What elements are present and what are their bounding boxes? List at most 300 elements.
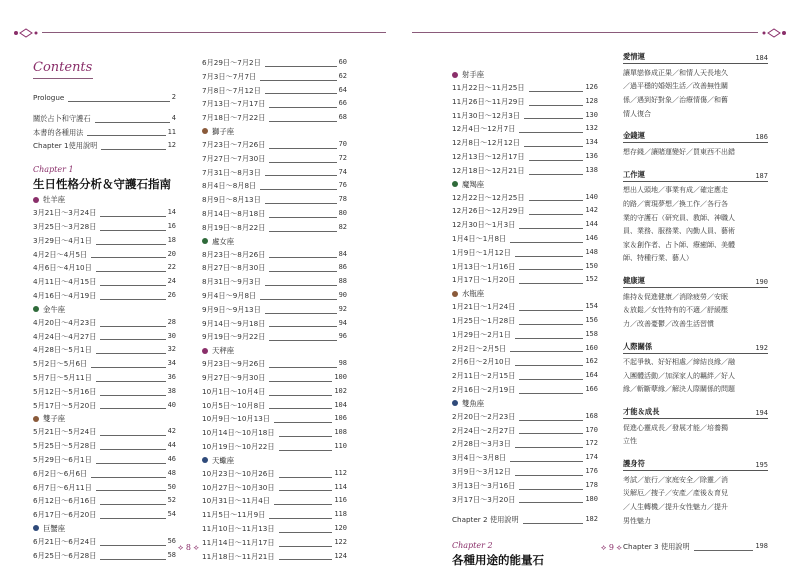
leader-line (265, 203, 337, 204)
toc-entry[interactable]: 4月28日～5月1日 32 (33, 343, 176, 357)
toc-entry[interactable]: 8月4日～8月8日 76 (202, 179, 347, 193)
page-ref: 96 (338, 332, 347, 341)
toc-entry[interactable]: 10月27日～10月30日 114 (202, 481, 347, 495)
category-description: 考試／旅行／家庭安全／除靈／消 災解厄／捜子／安產／產後＆育兒 ／人生轉機／提升女性魅力／提升 男性魅力 (623, 475, 728, 525)
category-block (623, 166, 768, 266)
page-ref: 110 (334, 441, 347, 450)
category-entry[interactable]: 人際關係 192 (623, 341, 768, 352)
leader-line (274, 422, 332, 423)
toc-entry[interactable]: 8月23日～8月26日 84 (202, 248, 347, 262)
leader-line (269, 271, 336, 272)
leader-line (529, 174, 584, 175)
bullet-icon (33, 416, 39, 422)
page-ref: 166 (585, 384, 598, 393)
toc-entry[interactable]: 12月8日～12月12日 134 (452, 136, 598, 150)
toc-entry[interactable]: 7月3日～7月7日 62 (202, 70, 347, 84)
bullet-icon (202, 128, 208, 134)
page-ref: 140 (585, 192, 598, 201)
toc-entry[interactable]: 12月4日～12月7日 132 (452, 122, 598, 136)
leader-line (91, 477, 165, 478)
page-ref: 60 (338, 58, 347, 66)
page-ref: 118 (334, 510, 347, 519)
leader-line (91, 257, 165, 258)
leader-line (269, 107, 336, 108)
chapter-1-title: 生日性格分析＆守護石指南 (33, 177, 171, 192)
toc-entry[interactable]: 5月12日～5月16日 38 (33, 385, 176, 399)
toc-entry[interactable]: 11月22日～11月25日 126 (452, 81, 598, 95)
bullet-icon (202, 348, 208, 354)
zodiac-section-header: 天蠍座 (202, 454, 347, 467)
leader-line (96, 490, 166, 491)
bullet-icon (202, 238, 208, 244)
page-ref: 178 (585, 480, 598, 489)
page-ref: 32 (167, 345, 176, 354)
page-ref: 122 (334, 537, 347, 546)
leader-line (524, 118, 583, 119)
page-ref: 168 (585, 411, 598, 420)
toc-entry[interactable]: 3月13日～3月16日 178 (452, 479, 598, 493)
toc-entry[interactable]: 9月14日～9月18日 94 (202, 317, 347, 331)
toc-entry[interactable]: 1月9日～1月12日 148 (452, 246, 598, 260)
page-ref: 128 (585, 96, 598, 105)
toc-entry[interactable]: 7月31日～8月3日 74 (202, 166, 347, 180)
toc-entry[interactable]: 2月11日～2月15日 164 (452, 369, 598, 383)
bullet-icon (202, 457, 208, 463)
page-ref: 164 (585, 371, 598, 380)
zodiac-section-header: 魔羯座 (452, 178, 598, 191)
leader-line (269, 395, 332, 396)
category-rule (623, 63, 768, 64)
leader-line (269, 257, 336, 258)
page-ref: 134 (585, 138, 598, 147)
leader-line (519, 310, 583, 311)
toc-entry[interactable]: 2月16日～2月19日 166 (452, 383, 598, 397)
zodiac-section-header: 金牛座 (33, 303, 176, 316)
toc-entry[interactable]: 3月29日～4月1日 18 (33, 234, 176, 248)
page-ref: 58 (167, 550, 176, 559)
page-ref: 94 (338, 318, 347, 327)
category-entry[interactable]: 才能＆成長 194 (623, 407, 768, 418)
toc-entry[interactable]: Chapter 1使用說明 12 (33, 139, 176, 153)
toc-entry[interactable]: 9月19日～9月22日 96 (202, 330, 347, 344)
page-ref: 116 (334, 496, 347, 505)
leader-line (96, 244, 166, 245)
leader-line (519, 132, 583, 133)
toc-entry[interactable]: 8月27日～8月30日 86 (202, 261, 347, 275)
leader-line (269, 217, 336, 218)
category-entry[interactable]: 愛情運 184 (623, 52, 768, 62)
page-ref: 54 (167, 510, 176, 519)
toc-entry[interactable]: 8月31日～9月3日 88 (202, 275, 347, 289)
page-ref: 66 (338, 99, 347, 108)
leader-line (279, 532, 333, 533)
ornament-left-icon (10, 26, 40, 40)
leader-line (96, 463, 166, 464)
page-ref: 50 (167, 482, 176, 491)
leader-line (529, 160, 584, 161)
page-ref: 22 (167, 263, 176, 272)
toc-entry[interactable]: 6月25日～6月28日 58 (33, 549, 176, 563)
leader-line (529, 91, 584, 92)
page-ref: 180 (585, 494, 598, 503)
toc-entry[interactable]: 10月5日～10月8日 104 (202, 399, 347, 413)
toc-entry-chapter-3[interactable]: Chapter 3 使用說明 198 (623, 542, 768, 552)
toc-entry[interactable]: 10月23日～10月26日 112 (202, 467, 347, 481)
spacer (452, 506, 598, 513)
page-ref: 136 (585, 151, 598, 160)
zodiac-section-header: 獅子座 (202, 125, 347, 138)
zodiac-section-header: 天秤座 (202, 344, 347, 357)
leader-line (96, 271, 166, 272)
bullet-icon (33, 197, 39, 203)
leader-line (269, 367, 336, 368)
page-ref: 56 (167, 536, 176, 545)
toc-entry[interactable]: 6月17日～6月20日 54 (33, 508, 176, 522)
toc-entry[interactable]: 3月25日～3月28日 16 (33, 220, 176, 234)
bullet-icon (452, 72, 458, 78)
leader-line (515, 475, 584, 476)
category-rule (623, 181, 768, 182)
leader-line (101, 149, 165, 150)
toc-entry[interactable]: 5月29日～6月1日 46 (33, 453, 176, 467)
toc-column-2 (202, 56, 347, 563)
leader-line (529, 105, 584, 106)
toc-entry[interactable]: 7月23日～7月26日 70 (202, 138, 347, 152)
toc-entry[interactable]: 7月13日～7月17日 66 (202, 97, 347, 111)
toc-entry[interactable]: 1月29日～2月1日 158 (452, 328, 598, 342)
toc-entry[interactable]: 12月18日～12月21日 138 (452, 164, 598, 178)
leader-line (510, 351, 583, 352)
leader-line (260, 299, 336, 300)
page-ref: 146 (585, 233, 598, 242)
toc-entry[interactable]: 關於占卜和守護石 4 (33, 112, 176, 126)
toc-entry[interactable]: 2月6日～2月10日 162 (452, 355, 598, 369)
toc-entry[interactable]: 6月2日～6月6日 48 (33, 467, 176, 481)
leader-line (515, 338, 584, 339)
category-description: 不起爭執、好好相處／締結良緣／融 入團體活動／加深家人的羈絆／好人 緣／斬斷孽緣／解決人際關係的問題 (623, 358, 735, 394)
toc-column-4 (623, 42, 768, 554)
page-ref: 62 (338, 71, 347, 80)
toc-entry[interactable]: 11月26日～11月29日 128 (452, 95, 598, 109)
toc-entry[interactable]: 8月14日～8月18日 80 (202, 207, 347, 221)
page-ref: 4 (171, 113, 176, 122)
leader-line (100, 504, 165, 505)
toc-entry[interactable]: 4月6日～4月10日 22 (33, 261, 176, 275)
toc-entry[interactable]: 5月25日～5月28日 44 (33, 439, 176, 453)
toc-entry[interactable]: 12月22日～12月25日 140 (452, 191, 598, 205)
toc-entry[interactable]: 1月13日～1月16日 150 (452, 260, 598, 274)
leader-line (269, 518, 332, 519)
toc-entry[interactable]: 4月20日～4月23日 28 (33, 316, 176, 330)
spacer (33, 105, 176, 112)
toc-entry[interactable]: 9月27日～9月30日 100 (202, 371, 347, 385)
page-ref: 148 (585, 247, 598, 256)
page-ref: 100 (334, 372, 347, 381)
toc-entry[interactable]: 11月14日～11月17日 122 (202, 536, 347, 550)
page-ref: 112 (334, 468, 347, 477)
toc-entry[interactable]: 11月30日～12月3日 130 (452, 109, 598, 123)
page-ref: 64 (338, 85, 347, 94)
page-ref: 120 (334, 523, 347, 532)
toc-entry[interactable]: 3月17日～3月20日 180 (452, 493, 598, 507)
toc-entry[interactable]: 12月13日～12月17日 136 (452, 150, 598, 164)
leader-line (95, 122, 170, 123)
category-description: 想出人頭地／事業有成／確定應走 的路／實現夢想／換工作／各行各 業的守護石（研究員、教師、神職人 員、業務、服務業、內勤人員、藝術 家＆創作者、占卜師、療癒師、美體 師、特種行業、藝人） (623, 186, 735, 263)
page-ref: 28 (167, 317, 176, 326)
category-description: 讓單戀修成正果／和情人天長地久 ／過平穩的婚姻生活／改善無性關 係／遇到好對象／治療情傷／和舊 情人復合 (623, 68, 728, 118)
category-block (623, 272, 768, 332)
page-ref: 36 (167, 372, 176, 381)
category-description: 想存錢／讓賭運變好／買東西不出錯 (623, 147, 735, 156)
toc-entry[interactable]: 5月7日～5月11日 36 (33, 371, 176, 385)
page-ref: 18 (167, 235, 176, 244)
page-ref: 68 (338, 113, 347, 122)
toc-entry[interactable]: 3月9日～3月12日 176 (452, 465, 598, 479)
leader-line (523, 523, 584, 524)
page-ref: 46 (167, 454, 176, 463)
page-ref: 102 (334, 386, 347, 395)
toc-entry[interactable]: 7月8日～7月12日 64 (202, 84, 347, 98)
toc-entry[interactable]: 1月21日～1月24日 154 (452, 300, 598, 314)
category-block (623, 455, 768, 528)
page-ref: 86 (338, 263, 347, 272)
toc-entry[interactable]: 12月26日～12月29日 142 (452, 204, 598, 218)
leader-line (265, 285, 337, 286)
toc-entry[interactable]: 1月4日～1月8日 146 (452, 232, 598, 246)
leader-line (100, 299, 165, 300)
toc-entry[interactable]: 2月20日～2月23日 168 (452, 410, 598, 424)
page-ref: 160 (585, 343, 598, 352)
leader-line (100, 326, 165, 327)
leader-line (265, 66, 337, 67)
page-ref: 84 (338, 249, 347, 258)
toc-entry[interactable]: 本書的各種用法 11 (33, 126, 176, 140)
toc-entry[interactable]: Chapter 2 使用說明 182 (452, 513, 598, 527)
category-entry[interactable]: 金錢運 186 (623, 131, 768, 142)
toc-entry[interactable]: 4月24日～4月27日 30 (33, 330, 176, 344)
page-ref: 2 (171, 93, 176, 101)
toc-entry[interactable]: 5月21日～5月24日 42 (33, 425, 176, 439)
leader-line (274, 504, 332, 505)
leader-line (515, 365, 584, 366)
page-ref: 114 (334, 482, 347, 491)
page-ref: 78 (338, 195, 347, 204)
leader-line (100, 395, 165, 396)
leader-line (529, 214, 584, 215)
category-rule (623, 287, 768, 288)
page-ref: 154 (585, 302, 598, 311)
page-ref: 70 (338, 139, 347, 148)
leader-line (279, 546, 333, 547)
page-ref: 38 (167, 386, 176, 395)
leader-line (269, 162, 336, 163)
leader-line (100, 518, 165, 519)
toc-entry[interactable]: 9月9日～9月13日 92 (202, 303, 347, 317)
leader-line (269, 231, 336, 232)
leader-line (100, 545, 165, 546)
page-ref: 52 (167, 496, 176, 505)
toc-entry[interactable]: 11月18日～11月21日 124 (202, 550, 347, 564)
leader-line (100, 449, 165, 450)
page-ref: 98 (338, 359, 347, 368)
toc-entry[interactable]: 4月2日～4月5日 20 (33, 248, 176, 262)
leader-line (91, 367, 165, 368)
toc-entry[interactable]: 10月1日～10月4日 102 (202, 385, 347, 399)
leader-line (100, 435, 165, 436)
toc-entry[interactable]: 4月11日～4月15日 24 (33, 275, 176, 289)
bullet-icon (452, 400, 458, 406)
page-ref: 40 (167, 400, 176, 409)
leader-line (279, 436, 333, 437)
leader-line (269, 148, 336, 149)
leader-line (100, 408, 165, 409)
toc-entry[interactable]: 5月17日～5月20日 40 (33, 399, 176, 413)
page-ref: 88 (338, 277, 347, 286)
leader-line (269, 121, 336, 122)
bullet-icon (452, 291, 458, 297)
category-rule (623, 142, 768, 143)
page-ref: 34 (167, 359, 176, 368)
leader-line (279, 490, 333, 491)
chapter-1-label: Chapter 1 (33, 165, 74, 175)
toc-entry[interactable]: 12月30日～1月3日 144 (452, 218, 598, 232)
leader-line (510, 242, 583, 243)
page-ref: 12 (167, 141, 176, 150)
leader-line (100, 339, 165, 340)
page-ref: 144 (585, 220, 598, 229)
page-ref: 80 (338, 208, 347, 217)
category-entry[interactable]: 護身符 195 (623, 459, 768, 470)
toc-entry[interactable]: 1月25日～1月28日 156 (452, 314, 598, 328)
toc-entry[interactable]: 9月4日～9月8日 90 (202, 289, 347, 303)
leader-line (519, 433, 583, 434)
leader-line (87, 135, 165, 136)
category-description: 維持＆促進健康／消除疲勞／安眠 ＆放鬆／女性特有的不適／舒緩壓 力／改善憂鬱／改善生活習慣 (623, 292, 728, 328)
page-ref: 48 (167, 468, 176, 477)
toc-entry[interactable]: 7月18日～7月22日 68 (202, 111, 347, 125)
page-ref: 156 (585, 315, 598, 324)
toc-entry[interactable]: 8月19日～8月22日 82 (202, 221, 347, 235)
toc-entry[interactable]: 10月14日～10月18日 108 (202, 426, 347, 440)
page-ref: 174 (585, 453, 598, 462)
leader-line (279, 450, 333, 451)
category-description: 促進心靈成長／發展才能／培養獨 立性 (623, 423, 728, 446)
toc-entry[interactable]: 8月9日～8月13日 78 (202, 193, 347, 207)
page-ref: 108 (334, 428, 347, 437)
toc-entry[interactable]: 6月12日～6月16日 52 (33, 494, 176, 508)
toc-entry[interactable]: 1月17日～1月20日 152 (452, 273, 598, 287)
toc-entry[interactable]: 7月27日～7月30日 72 (202, 152, 347, 166)
page-ref: 152 (585, 275, 598, 284)
page-ref: 24 (167, 277, 176, 286)
leader-line (260, 80, 336, 81)
toc-entry[interactable]: 2月24日～2月27日 170 (452, 424, 598, 438)
page-ref: 42 (167, 427, 176, 436)
toc-entry[interactable]: 6月21日～6月24日 56 (33, 535, 176, 549)
ornament-right-icon (760, 26, 790, 40)
category-entry[interactable]: 健康運 190 (623, 275, 768, 286)
toc-entry[interactable]: 11月5日～11月9日 118 (202, 508, 347, 522)
page-ref: 176 (585, 466, 598, 475)
page-ref: 30 (167, 331, 176, 340)
toc-entry[interactable]: 2月2日～2月5日 160 (452, 342, 598, 356)
page-ref: 182 (585, 515, 598, 524)
leader-line (524, 146, 583, 147)
toc-entry[interactable]: 6月7日～6月11日 50 (33, 481, 176, 495)
toc-entry[interactable]: 6月29日～7月2日 60 (202, 56, 347, 70)
category-entry[interactable]: 工作運 187 (623, 169, 768, 180)
toc-entry[interactable]: 5月2日～5月6日 34 (33, 357, 176, 371)
leader-line (269, 408, 332, 409)
bullet-icon (33, 525, 39, 531)
contents-underline (33, 78, 93, 79)
toc-column-3 (452, 68, 598, 567)
page-ref: 90 (338, 290, 347, 299)
page-ref: 158 (585, 329, 598, 338)
toc-entry[interactable]: 3月21日～3月24日 14 (33, 206, 176, 220)
top-rule-left (42, 32, 386, 33)
toc-entry[interactable]: 10月19日～10月22日 110 (202, 440, 347, 454)
page-ref: 172 (585, 439, 598, 448)
toc-entry[interactable]: 9月23日～9月26日 98 (202, 357, 347, 371)
zodiac-section-header: 巨蟹座 (33, 522, 176, 535)
leader-line (260, 189, 336, 190)
zodiac-section-header: 牡羊座 (33, 193, 176, 206)
chapter-2-label: Chapter 2 (452, 541, 493, 551)
page-ref: 14 (167, 208, 176, 217)
leader-line (269, 381, 332, 382)
toc-entry[interactable]: 10月9日～10月13日 106 (202, 412, 347, 426)
zodiac-section-header: 水瓶座 (452, 287, 598, 300)
leader-line (515, 447, 584, 448)
category-block (623, 403, 768, 449)
page-ref: 130 (585, 110, 598, 119)
page-ref: 106 (334, 414, 347, 423)
category-rule (623, 353, 768, 354)
toc-entry[interactable]: 4月16日～4月19日 26 (33, 289, 176, 303)
leader-line (519, 379, 583, 380)
page-number-right: ⟡ 9 ⟡ (601, 543, 622, 552)
page-ref: 20 (167, 249, 176, 258)
toc-entry[interactable]: 11月10日～11月13日 120 (202, 522, 347, 536)
page-ref: 26 (167, 290, 176, 299)
page-ref: 124 (334, 551, 347, 560)
page-ref: 126 (585, 83, 598, 91)
leader-line (265, 175, 337, 176)
page-ref: 76 (338, 181, 347, 190)
page-ref: 11 (167, 127, 176, 136)
leader-line (100, 285, 165, 286)
leader-line (519, 228, 583, 229)
leader-line (279, 477, 333, 478)
chapter-2-title: 各種用途的能量石 (452, 553, 544, 567)
leader-line (519, 489, 583, 490)
toc-entry[interactable]: 2月28日～3月3日 172 (452, 437, 598, 451)
page-ref: 132 (585, 124, 598, 133)
category-block (623, 48, 768, 121)
toc-entry[interactable]: 3月4日～3月8日 174 (452, 451, 598, 465)
toc-entry[interactable]: 10月31日～11月4日 116 (202, 494, 347, 508)
leader-line (269, 326, 336, 327)
zodiac-section-header: 處女座 (202, 235, 347, 248)
bullet-icon (33, 306, 39, 312)
leader-line (519, 393, 583, 394)
leader-line (529, 200, 584, 201)
toc-entry[interactable]: Prologue 2 (33, 91, 176, 105)
category-block (623, 338, 768, 398)
page-ref: 92 (338, 304, 347, 313)
page-ref: 82 (338, 222, 347, 231)
